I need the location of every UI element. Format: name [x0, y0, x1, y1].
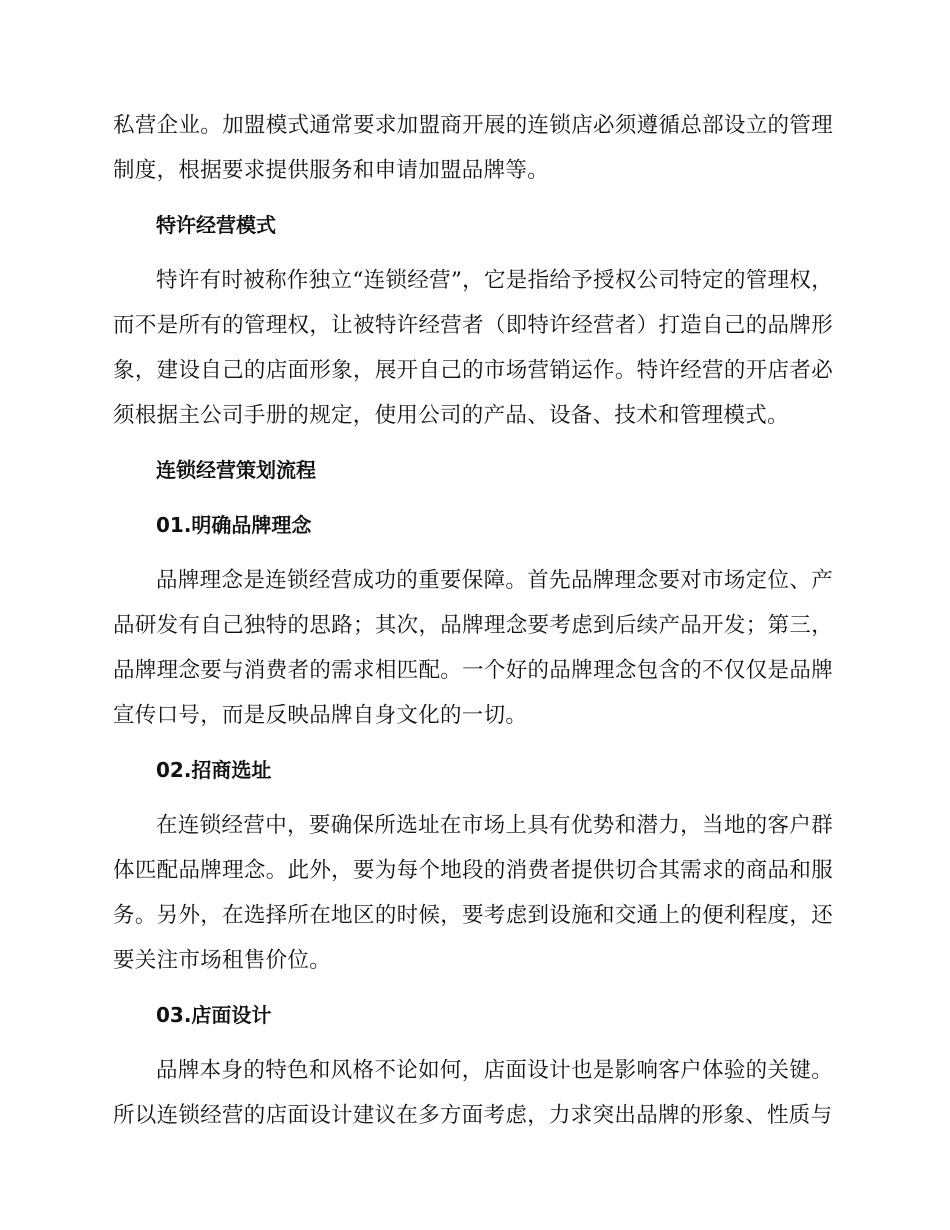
heading-franchise-model: 特许经营模式: [156, 213, 276, 237]
document-page: [113, 103, 833, 1138]
paragraph-franchise-model: 特许有时被称作独立“连锁经营”，它是指给予授权公司特定的管理权，而不是所有的管理权，让被特许经营者（即特许经营者）打造自己的品牌形象，建设自己的店面形象，展开自己的市场营销运作。特许经营的开店者必须根据主公司手册的规定，使用公司的产品、设备、技术和管理模式。: [113, 268, 833, 428]
paragraph-store-design: 品牌本身的特色和风格不论如何，店面设计也是影响客户体验的关键。所以连锁经营的店面设计建议在多方面考虑，力求突出品牌的形象、性质与: [113, 1058, 833, 1128]
paragraph-franchise-join-continued: 私营企业。加盟模式通常要求加盟商开展的连锁店必须遵循总部设立的管理制度，根据要求提供服务和申请加盟品牌等。: [113, 113, 833, 183]
heading-step-store-design: 03.店面设计: [156, 1003, 272, 1027]
paragraph-site-selection: 在连锁经营中，要确保所选址在市场上具有优势和潜力，当地的客户群体匹配品牌理念。此外，要为每个地段的消费者提供切合其需求的商品和服务。另外，在选择所在地区的时候，要考虑到设施和交通上的便利程度，还要关注市场租售价位。: [113, 813, 833, 973]
heading-chain-planning-process: 连锁经营策划流程: [156, 458, 316, 482]
heading-step-brand-concept: 01.明确品牌理念: [156, 513, 312, 537]
paragraph-brand-concept: 品牌理念是连锁经营成功的重要保障。首先品牌理念要对市场定位、产品研发有自己独特的思路；其次，品牌理念要考虑到后续产品开发；第三，品牌理念要与消费者的需求相匹配。一个好的品牌理念包含的不仅仅是品牌宣传口号，而是反映品牌自身文化的一切。: [113, 568, 833, 728]
heading-step-site-selection: 02.招商选址: [156, 758, 272, 782]
